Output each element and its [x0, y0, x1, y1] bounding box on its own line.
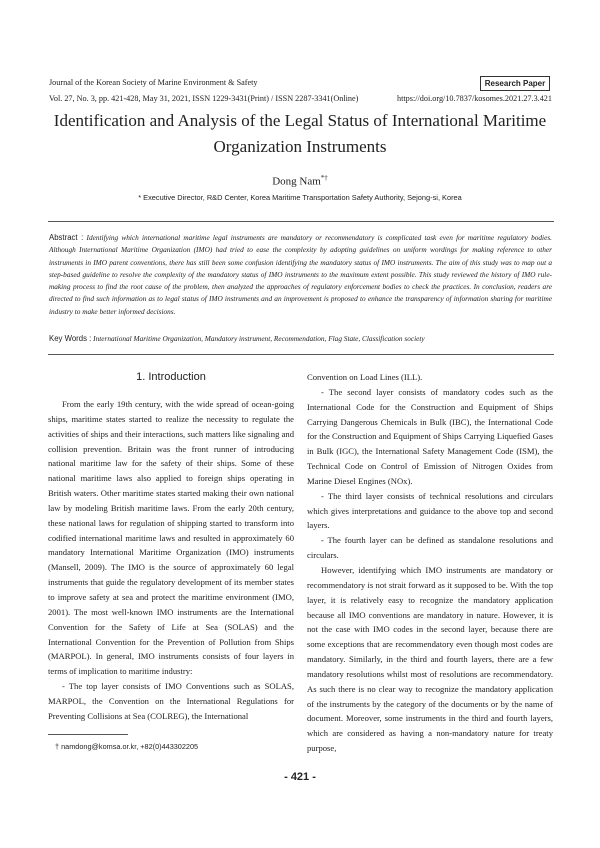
right-column — [307, 370, 553, 756]
footnote-divider — [48, 734, 128, 735]
volume-info: Vol. 27, No. 3, pp. 421-428, May 31, 2021, ISSN 1229-3431(Print) / ISSN 2287-3341(Online) — [49, 94, 359, 103]
paragraph: From the early 19th century, with the wide spread of ocean-going ships, maritime states started to realize the necessity to regulate the activities of ships and their interactions, such matters like signaling and collision prevention. Britain was the front runner of introducing national maritime law for the safety of their ships. Some of these national maritime laws also applied to foreign ships operating in British waters. Other maritime states started making their own national law by modeling British maritime laws. From the early 20th century, these national laws for regulation of shipping started to transform into codified international maritime laws and resulted in approximately 60 mandatory International Maritime Organization (IMO) instruments (Mansell, 2009). The IMO is the source of approximately 60 legal instruments that guide the regulatory development of its member states to improve safety at sea and protect the maritime environment (IMO, 2001). The most well-known IMO instruments are the International Convention for the Safety of Life at Sea (SOLAS) and the International Convention for the Prevention of Pollution from Ships (MARPOL). In general, IMO instruments consists of four layers in terms of implication to maritime industry: — [48, 399, 294, 677]
paragraph: - The fourth layer can be defined as standalone resolutions and circulars. — [307, 535, 553, 561]
page-number: - 421 - — [284, 771, 316, 783]
left-column — [48, 370, 294, 724]
abstract — [49, 232, 552, 318]
paragraph: - The third layer consists of technical resolutions and circulars which gives interpretations and guidance to the above top and second layers. — [307, 490, 553, 531]
author-line — [0, 174, 600, 188]
top-divider — [48, 221, 554, 222]
keywords-label: Key Words : — [49, 334, 92, 343]
affiliation: * Executive Director, R&D Center, Korea Maritime Transportation Safety Authority, Sejong-si, Korea — [138, 193, 462, 202]
author-name: Dong Nam — [272, 175, 321, 188]
bottom-divider — [48, 354, 554, 355]
abstract-label: Abstract : — [49, 233, 84, 242]
paragraph: - The top layer consists of IMO Conventions such as SOLAS, MARPOL, the Convention on the International Regulations for Preventing Collisions at Sea (COLREG), the International — [48, 681, 294, 721]
doi-link[interactable]: https://doi.org/10.7837/kosomes.2021.27.3.421 — [397, 94, 552, 103]
paragraph: Convention on Load Lines (ILL). — [307, 372, 423, 382]
author-mark: *† — [320, 174, 328, 182]
article-type-badge: Research Paper — [480, 76, 550, 91]
footnote: † namdong@komsa.or.kr, +82(0)443302205 — [55, 742, 199, 751]
section-heading: 1. Introduction — [136, 371, 206, 383]
keywords — [49, 334, 552, 343]
keywords-text: International Maritime Organization, Mandatory instrument, Recommendation, Flag State, Classification society — [93, 334, 425, 343]
journal-name: Journal of the Korean Society of Marine Environment & Safety — [49, 78, 258, 87]
paper-title: Identification and Analysis of the Legal Status of International Maritime Organization Instruments — [53, 111, 547, 156]
paragraph: - The second layer consists of mandatory codes such as the International Code for the Construction and Equipment of Ships Carrying Dangerous Chemicals in Bulk (IBC), the International Code for the Construction and Equipment of Ships Carrying Liquefied Gases in Bulk (IGC), the International Safety Management Code (ISM), the Technical Code on Control of Emission of Nitrogen Oxides from Marine Diesel Engines (NOx). — [307, 386, 553, 486]
paragraph: However, identifying which IMO instruments are mandatory or recommendatory is not strait forward as it supposed to be. With the top layer, it is relatively easy to recognize the mandatory application because all IMO conventions are mandatory in nature. However, it is not the case with IMO codes in the second layer, because there are some exceptions that are recommendatory even though most codes are mandatory. Similarly, in the third and fourth layers, there are a few mandatory resolutions whilst most of resolutions are recommendatory. As such there is no clear way to recognize the mandatory application of the instruments by the category of the documents or by the name of document. Moreover, some instruments in the third and fourth layers, which are considered as having a non-mandatory nature for treaty purpose, — [307, 564, 553, 754]
abstract-text: Identifying which international maritime legal instruments are mandatory or recommendatory is complicated task even for maritime regulatory bodies. Although International Maritime Organization (IMO) had tried to ease the complexity by adopting guidelines on uniform wordings for making reference to other instruments in IMO parent conventions, there has still been some confusion identifying the mandatory status of IMO instruments. The aim of this study was to map out a step-based guideline to resolve the complexity of the mandatory status of IMO instruments to the maximum extent possible. This study reviewed the history of IMO rule-making process to find the root cause of the problem, then analyzed the approaches of regulatory enforcement bodies to check the practices. In conclusion, readers are directed to find such information as to legal status of IMO instruments and an improvement is proposed to enhance the transparency of information sharing for maritime industry to make better informed decisions. — [49, 233, 552, 316]
